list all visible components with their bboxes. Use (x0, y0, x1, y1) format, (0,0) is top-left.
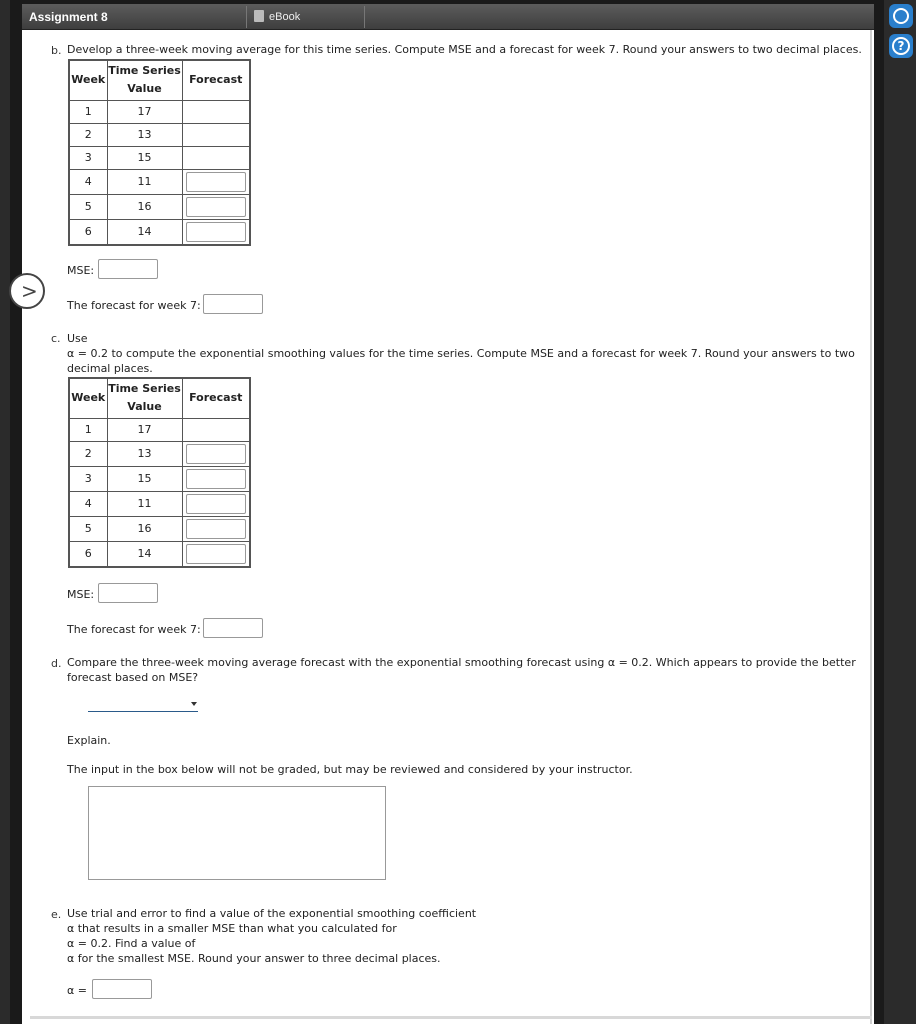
part-c-week7-input[interactable] (203, 618, 263, 638)
value-header (107, 378, 182, 418)
assignment-window (22, 4, 874, 1024)
tab-separator (246, 6, 247, 28)
value-header-line2: Value (127, 82, 162, 96)
ebook-tab[interactable] (254, 10, 300, 23)
part-d-note: The input in the box below will not be graded, but may be reviewed and considered by your instructor. (67, 763, 633, 776)
part-e-line1: Use trial and error to find a value of the exponential smoothing coefficient (67, 907, 477, 920)
table-header-row (69, 60, 250, 100)
forecast-cell (182, 441, 250, 466)
part-c-mse-input[interactable] (98, 583, 158, 603)
table-row (69, 441, 250, 466)
value-cell: 17 (107, 100, 182, 123)
forecast-cell (182, 100, 250, 123)
week-cell: 3 (69, 466, 107, 491)
week-cell: 3 (69, 146, 107, 169)
better-forecast-select[interactable] (88, 698, 198, 712)
window-title: Assignment 8 (29, 10, 108, 24)
week-cell: 2 (69, 123, 107, 146)
exponential-smoothing-table (68, 377, 251, 568)
part-c-label: c. (51, 332, 61, 345)
value-cell: 17 (107, 418, 182, 441)
chevron-down-icon (191, 702, 197, 706)
part-b-week7-input[interactable] (203, 294, 263, 314)
smoothing-input-week-4[interactable] (186, 494, 246, 514)
table-row (69, 418, 250, 441)
part-b-instructions: Develop a three-week moving average for this time series. Compute MSE and a forecast for week 7. Round your answers to two decimal places. (67, 43, 862, 56)
value-cell: 14 (107, 219, 182, 245)
week-cell: 1 (69, 418, 107, 441)
forecast-cell (182, 169, 250, 194)
forecast-header: Forecast (182, 60, 250, 100)
forecast-cell (182, 466, 250, 491)
chevron-right-icon: > (21, 279, 38, 303)
forecast-header: Forecast (182, 378, 250, 418)
part-c-mse-label: MSE: (67, 588, 95, 601)
table-row (69, 491, 250, 516)
week-cell: 5 (69, 516, 107, 541)
headset-icon[interactable] (889, 4, 913, 28)
forecast-cell (182, 146, 250, 169)
smoothing-input-week-2[interactable] (186, 444, 246, 464)
value-cell: 11 (107, 491, 182, 516)
book-icon (254, 10, 264, 22)
table-row (69, 169, 250, 194)
value-cell: 16 (107, 516, 182, 541)
right-rail (884, 0, 916, 1024)
alpha-input[interactable] (92, 979, 152, 999)
forecast-cell (182, 219, 250, 245)
part-d-explain: Explain. (67, 734, 111, 747)
week-header: Week (69, 378, 107, 418)
alpha-label: α = (67, 984, 87, 997)
week-cell: 1 (69, 100, 107, 123)
table-row (69, 516, 250, 541)
smoothing-input-week-6[interactable] (186, 544, 246, 564)
moving-average-table (68, 59, 251, 246)
table-header-row (69, 378, 250, 418)
table-row (69, 123, 250, 146)
value-cell: 11 (107, 169, 182, 194)
week-cell: 6 (69, 541, 107, 567)
week-cell: 5 (69, 194, 107, 219)
value-header-line2: Value (127, 400, 162, 414)
forecast-cell (182, 541, 250, 567)
part-c-instructions: α = 0.2 to compute the exponential smoothing values for the time series. Compute MSE and a forecast for week 7. Round your answers to two decimal places. (67, 347, 855, 375)
part-d-label: d. (51, 657, 62, 670)
divider (30, 1016, 872, 1019)
ebook-tab-label: eBook (269, 11, 301, 23)
value-cell: 14 (107, 541, 182, 567)
part-b-mse-input[interactable] (98, 259, 158, 279)
value-cell: 13 (107, 441, 182, 466)
part-e-line4: α for the smallest MSE. Round your answer to three decimal places. (67, 952, 441, 965)
value-header (107, 60, 182, 100)
forecast-cell (182, 194, 250, 219)
forecast-input-week-5[interactable] (186, 197, 246, 217)
table-row (69, 466, 250, 491)
smoothing-input-week-3[interactable] (186, 469, 246, 489)
forecast-input-week-4[interactable] (186, 172, 246, 192)
forecast-input-week-6[interactable] (186, 222, 246, 242)
table-row (69, 541, 250, 567)
question-content (22, 30, 872, 1024)
value-header-line1: Time Series (108, 382, 181, 396)
week-cell: 2 (69, 441, 107, 466)
week-header: Week (69, 60, 107, 100)
table-row (69, 194, 250, 219)
week-cell: 4 (69, 491, 107, 516)
value-cell: 15 (107, 466, 182, 491)
forecast-cell (182, 516, 250, 541)
explanation-textarea[interactable] (88, 786, 386, 880)
next-question-button[interactable] (9, 273, 45, 309)
part-b-mse-label: MSE: (67, 264, 95, 277)
part-e-line2: α that results in a smaller MSE than what you calculated for (67, 922, 397, 935)
week-cell: 6 (69, 219, 107, 245)
forecast-cell (182, 123, 250, 146)
part-e-label: e. (51, 908, 62, 921)
part-c-forecast-label: The forecast for week 7: (67, 623, 201, 636)
value-cell: 16 (107, 194, 182, 219)
left-edge (0, 0, 10, 1024)
value-header-line1: Time Series (108, 64, 181, 78)
forecast-cell (182, 491, 250, 516)
week-cell: 4 (69, 169, 107, 194)
table-row (69, 146, 250, 169)
part-d-instructions: Compare the three-week moving average forecast with the exponential smoothing forecast using α = 0.2. Which appears to provide the better forecast based on MSE? (67, 656, 856, 684)
part-e-line3: α = 0.2. Find a value of (67, 937, 196, 950)
part-b-forecast-label: The forecast for week 7: (67, 299, 201, 312)
table-row (69, 100, 250, 123)
part-b-label: b. (51, 44, 62, 57)
smoothing-input-week-5[interactable] (186, 519, 246, 539)
title-bar (22, 4, 874, 30)
value-cell: 15 (107, 146, 182, 169)
tab-separator (364, 6, 365, 28)
value-cell: 13 (107, 123, 182, 146)
part-c-use: Use (67, 332, 88, 345)
table-row (69, 219, 250, 245)
help-icon[interactable]: ? (889, 34, 913, 58)
forecast-cell (182, 418, 250, 441)
